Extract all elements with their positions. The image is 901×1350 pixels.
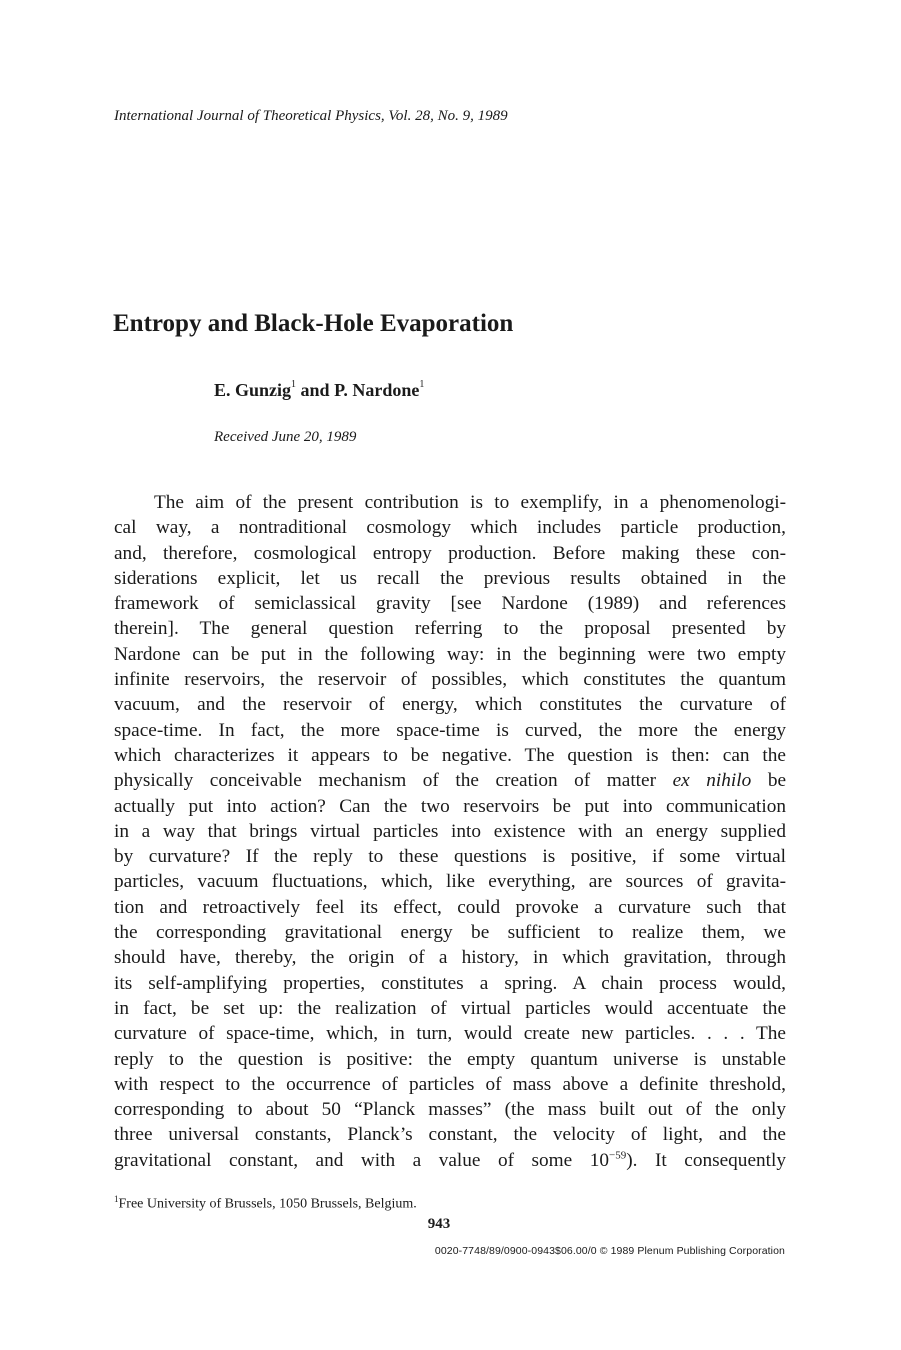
footnote-mark: 1 bbox=[114, 1194, 119, 1204]
text-line: in fact, be set up: the realization of virtual particles would accentuate the bbox=[114, 997, 786, 1019]
author-name: E. Gunzig bbox=[214, 380, 292, 400]
author-conjunction: and bbox=[300, 380, 330, 400]
text-line: cal way, a nontraditional cosmology which includes particle production, bbox=[114, 517, 786, 539]
article-title: Entropy and Black-Hole Evaporation bbox=[113, 310, 514, 337]
text-line: vacuum, and the reservoir of energy, which constitutes the curvature of bbox=[114, 694, 786, 716]
text-segment: ). It consequently bbox=[626, 1149, 786, 1171]
text-segment: gravitational constant, and with a value of some 10 bbox=[114, 1149, 610, 1171]
text-line: its self-amplifying properties, constitutes a spring. A chain process would, bbox=[114, 972, 786, 994]
text-line: siderations explicit, let us recall the previous results obtained in the bbox=[114, 567, 786, 589]
text-segment: be bbox=[767, 770, 787, 792]
text-line: in a way that brings virtual particles into existence with an energy supplied bbox=[114, 820, 786, 842]
body-paragraph bbox=[114, 490, 786, 1173]
text-line: should have, thereby, the origin of a history, in which gravitation, through bbox=[114, 947, 786, 969]
text-line: corresponding to about 50 “Planck masses” (the mass built out of the only bbox=[114, 1099, 786, 1121]
author-name: P. Nardone bbox=[334, 380, 420, 400]
text-line: with respect to the occurrence of particles of mass above a definite threshold, bbox=[114, 1073, 786, 1095]
text-line bbox=[114, 768, 786, 793]
text-line: by curvature? If the reply to these questions is positive, if some virtual bbox=[114, 846, 786, 868]
text-line: framework of semiclassical gravity [see Nardone (1989) and references bbox=[114, 593, 786, 615]
copyright-line: 0020-7748/89/0900-0943$06.00/0 © 1989 Plenum Publishing Corporation bbox=[434, 1245, 785, 1257]
text-line bbox=[114, 1148, 786, 1173]
text-line: space-time. In fact, the more space-time is curved, the more the energy bbox=[114, 719, 786, 741]
page-number: 943 bbox=[427, 1216, 451, 1232]
text-line: The aim of the present contribution is to exemplify, in a phenomenologi- bbox=[154, 492, 786, 513]
text-line: and, therefore, cosmological entropy production. Before making these con- bbox=[114, 542, 786, 564]
footnote bbox=[114, 1194, 417, 1213]
italic-phrase: ex nihilo bbox=[672, 770, 752, 792]
text-line: curvature of space-time, which, in turn, would create new particles. . . . The bbox=[114, 1023, 786, 1045]
text-segment: physically conceivable mechanism of the creation of matter bbox=[114, 770, 657, 792]
text-line: which characterizes it appears to be negative. The question is then: can the bbox=[114, 744, 786, 766]
text-line: tion and retroactively feel its effect, could provoke a curvature such that bbox=[114, 896, 786, 918]
text-line: infinite reservoirs, the reservoir of possibles, which constitutes the quantum bbox=[114, 669, 786, 691]
text-line: three universal constants, Planck’s constant, the velocity of light, and the bbox=[114, 1124, 786, 1146]
text-line: particles, vacuum fluctuations, which, like everything, are sources of gravita- bbox=[114, 871, 786, 893]
affiliation-mark: 1 bbox=[419, 379, 425, 390]
journal-header: International Journal of Theoretical Physics, Vol. 28, No. 9, 1989 bbox=[114, 108, 508, 124]
exponent: −59 bbox=[609, 1149, 627, 1162]
authors bbox=[214, 380, 424, 401]
text-line: reply to the question is positive: the empty quantum universe is unstable bbox=[114, 1048, 786, 1070]
text-line: actually put into action? Can the two reservoirs be put into communication bbox=[114, 795, 786, 817]
received-date: Received June 20, 1989 bbox=[214, 429, 357, 445]
text-line: therein]. The general question referring to the proposal presented by bbox=[114, 618, 786, 640]
text-line: Nardone can be put in the following way: in the beginning were two empty bbox=[114, 643, 786, 665]
affiliation-mark: 1 bbox=[291, 379, 297, 390]
footnote-text: Free University of Brussels, 1050 Brussels, Belgium. bbox=[118, 1196, 417, 1212]
text-line: the corresponding gravitational energy be sufficient to realize them, we bbox=[114, 922, 786, 944]
